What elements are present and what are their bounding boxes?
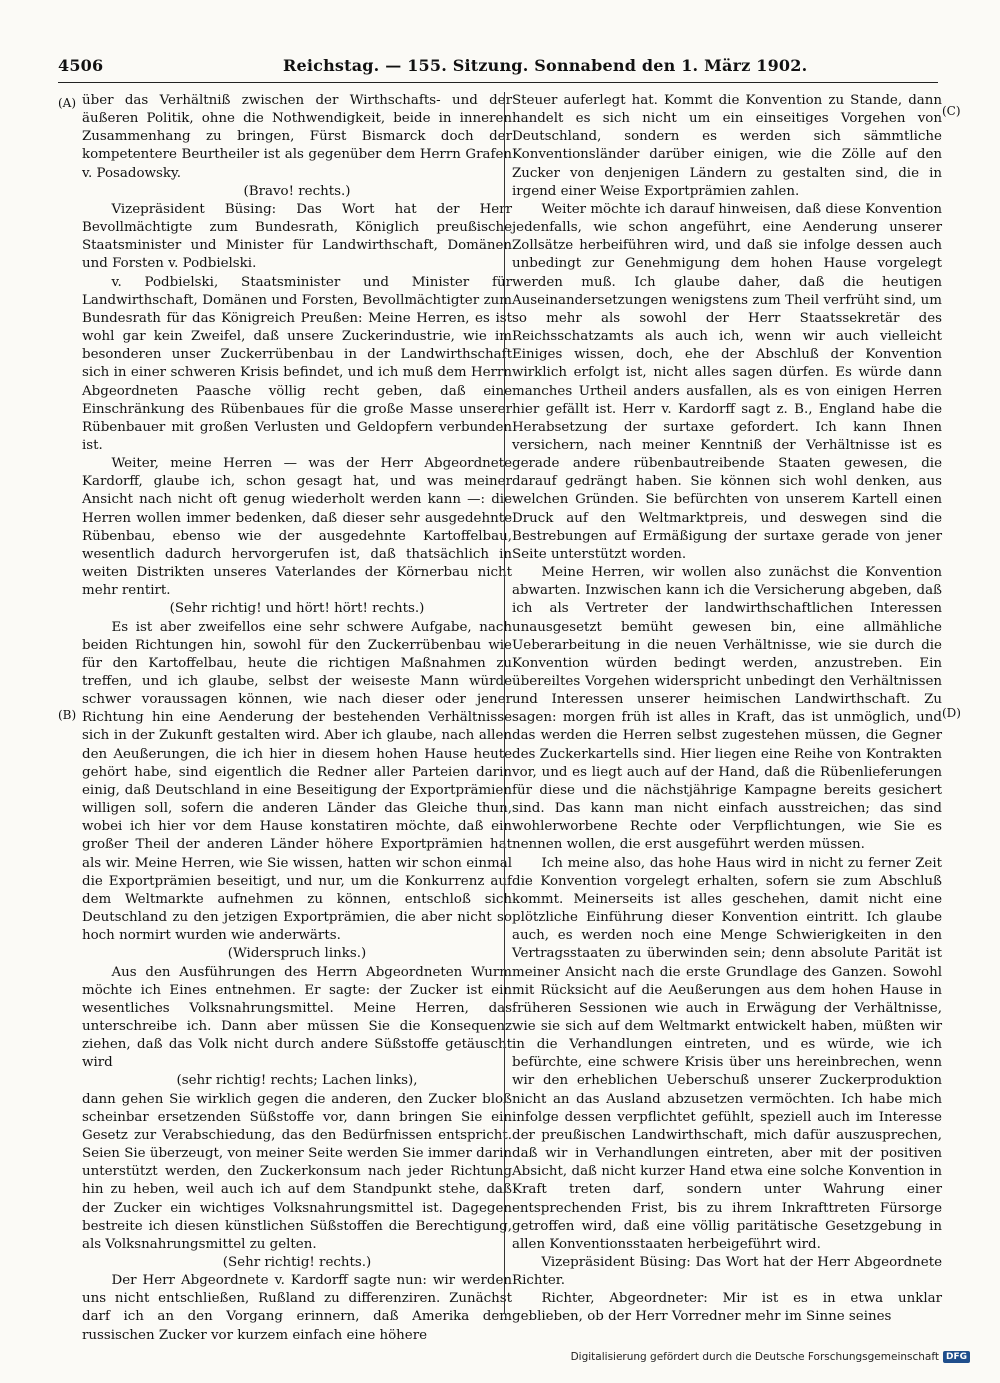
dfg-logo: DFG xyxy=(943,1351,970,1363)
interjection: (Bravo! rechts.) xyxy=(243,183,351,199)
paragraph: Weiter möchte ich darauf hinweisen, daß diese Konvention jedenfalls, wie schon angeführt, eine Aenderung unserer Zollsätze herbeiführen wird, und daß sie infolge dessen auch unbedingt zur Genehmigung dem hohen Hause vorgelegt werden muß. Ich glaube daher, daß die heutigen Auseinandersetzungen wenigstens zum Theil verfrüht sind, um so mehr als sowohl der Herr Staatssekretär des Reichsschatzamts als auch ich, wenn wir auch vielleicht Einiges wissen, doch, ehe der Abschluß der Konvention wirklich erfolgt ist, nicht alles sagen dürfen. Es würde dann manches Urtheil anders ausfallen, als es von einigen Herren hier gefällt ist. Herr v. Kardorff sagt z. B., England habe die Herabsetzung der surtaxe gefordert. Ich kann Ihnen versichern, nach meiner Kenntniß der Verhältnisse ist es gerade andere rübenbautreibende Staaten gewesen, die darauf gedrängt haben. Sie können sich wohl denken, aus welchen Gründen. Sie befürchten von unserem Kartell einen Druck auf den Weltmarktpreis, und deswegen sind die Bestrebungen auf Ermäßigung der surtaxe gerade von jener Seite unterstützt worden. xyxy=(512,201,942,562)
paragraph: über das Verhältniß zwischen der Wirthschafts- und der äußeren Politik, ohne die Nothwendigkeit, beide in inneren Zusammenhang zu bringen, Fürst Bismarck doch der kompetentere Beurtheiler ist als gegenüber dem Herrn Grafen v. Posadowsky. xyxy=(82,93,512,181)
margin-marker-a: (A) xyxy=(58,96,77,110)
margin-marker-d: (D) xyxy=(942,706,961,720)
interjection: (Widerspruch links.) xyxy=(227,946,367,962)
paragraph: Der Herr Abgeordnete v. Kardorff sagte nun: wir werden uns nicht entschließen, Rußland zu differenziren. Zunächst darf ich an den Vorgang erinnern, daß Amerika dem russischen Zucker vor kurzem einfach eine höhere xyxy=(82,1273,512,1343)
paragraph: dann gehen Sie wirklich gegen die anderen, den Zucker bloß scheinbar ersetzenden Süßstoffe vor, dann bringen Sie ein Gesetz zur Verabschiedung, das den Bedürfnissen entspricht. Seien Sie überzeugt, von meiner Seite werden Sie immer darin unterstützt werden, den Zuckerkonsum nach jeder Richtung hin zu heben, weil auch ich auf dem Standpunkt stehe, daß der Zucker ein wichtiges Volksnahrungsmittel ist. Dagegen bestreite ich diesen künstlichen Süßstoffen die Berechtigung, als Volksnahrungsmittel zu gelten. xyxy=(82,1091,512,1252)
running-title: Reichstag. — 155. Sitzung. Sonnabend den 1. März 1902. xyxy=(283,56,808,75)
paragraph: Steuer auferlegt hat. Kommt die Konvention zu Stande, dann handelt es sich nicht um ein einseitiges Vorgehen von Deutschland, sondern es werden sich sämmtliche Konventionsländer darüber einigen, wie die Zölle auf den Zucker von denjenigen Ländern zu gestalten sind, die in irgend einer Weise Exportprämien zahlen. xyxy=(512,93,942,199)
speaker-paragraph: Vizepräsident Büsing: Das Wort hat der Herr Bevollmächtigte zum Bundesrath, Königlich preußische Staatsminister und Minister für Landwirthschaft, Domänen und Forsten v. Podbielski. xyxy=(82,201,512,272)
speaker-paragraph: v. Podbielski, Staatsminister und Minister für Landwirthschaft, Domänen und Forsten, Bevollmächtigter zum Bundesrath für das Königreich Preußen: Meine Herren, es ist wohl gar kein Zweifel, daß unsere Zuckerindustrie, wie im besonderen unser Zuckerrübenbau in der Landwirthschaft sich in einer schweren Krisis befindet, und ich muß dem Herrn Abgeordneten Paasche völlig recht geben, daß eine Einschränkung des Rübenbaues für die große Masse unserer Rübenbauer mit großen Verlusten und Geldopfern verbunden ist. xyxy=(82,274,512,453)
paragraph: Ich meine also, das hohe Haus wird in nicht zu ferner Zeit die Konvention vorgelegt erhalten, sofern sie zum Abschluß kommt. Meinerseits ist alles geschehen, damit nicht eine plötzliche Einführung dieser Konvention eintritt. Ich glaube auch, es werden noch eine Menge Schwierigkeiten in den Vertragsstaaten zu überwinden sein; denn absolute Parität ist meiner Ansicht nach die erste Grundlage des Ganzen. Sowohl mit Rücksicht auf die Aeußerungen aus dem hohen Hause in früheren Sessionen wie auch in Erwägung der Verhältnisse, wie sie sich auf dem Weltmarkt entwickelt haben, müßten wir in die Verhandlungen eintreten, und es würde, wie ich befürchte, eine schwere Krisis über uns hereinbrechen, wenn wir den erheblichen Ueberschuß unserer Zuckerproduktion nicht an das Ausland abzusetzen vermöchten. Ich habe mich infolge dessen verpflichtet gefühlt, speziell auch im Interesse der preußischen Landwirthschaft, mich dafür auszusprechen, daß wir in Verhandlungen eintreten, aber mit der positiven Absicht, daß nicht kurzer Hand etwa eine solche Konvention in Kraft treten darf, sondern unter Wahrung einer entsprechenden Frist, bis zu ihrem Inkrafttreten Fürsorge getroffen wird, daß eine völlig paritätische Gesetzgebung in allen Konventionsstaaten herbeigeführt wird. xyxy=(512,855,942,1252)
page-number: 4506 xyxy=(58,56,104,75)
digitization-footer xyxy=(571,1349,970,1365)
paragraph: Meine Herren, wir wollen also zunächst die Konvention abwarten. Inzwischen kann ich die Versicherung abgeben, daß ich als Vertreter der landwirthschaftlichen Interessen unausgesetzt bemüht gewesen bin, eine allmähliche Ueberarbeitung in die neuen Verhältnisse, wie sie durch die Konvention würden bedingt werden, anzustreben. Ein übereiltes Vorgehen widerspricht unbedingt den Verhältnissen und Interessen unserer heimischen Landwirthschaft. Zu sagen: morgen früh ist alles in Kraft, das ist unmöglich, und das werden die Herren selbst zugestehen müssen, die Gegner des Zuckerkartells sind. Hier liegen eine Reihe von Kontrakten vor, und es liegt auch auf der Hand, daß die Rübenlieferungen für diese und die nächstjährige Kampagne bereits gesichert sind. Das kann man nicht einfach ausstreichen; das sind wohlerworbene Rechte oder Verpflichtungen, wie Sie es nennen wollen, die erst ausgeführt werden müssen. xyxy=(512,565,942,853)
header-rule xyxy=(58,82,938,83)
paragraph: Weiter, meine Herren — was der Herr Abgeordnete Kardorff, glaube ich, schon gesagt hat, und was meiner Ansicht nach nicht oft genug wiederholt werden kann —: die Herren wollen immer bedenken, daß dieser sehr ausgedehnte Rübenbau, ebenso wie der ausgedehnte Kartoffelbau, wesentlich dadurch hervorgerufen ist, daß thatsächlich in weiten Distrikten unseres Vaterlandes der Körnerbau nicht mehr rentirt. xyxy=(82,456,512,599)
paragraph: Aus den Ausführungen des Herrn Abgeordneten Wurm möchte ich Eines entnehmen. Er sagte: der Zucker ist ein wesentliches Volksnahrungsmittel. Meine Herren, das unterschreibe ich. Dann aber müssen Sie die Konsequenz ziehen, daß das Volk nicht durch andere Süßstoffe getäuscht wird xyxy=(82,964,512,1071)
speaker-paragraph: Vizepräsident Büsing: Das Wort hat der Herr Abgeordnete Richter. xyxy=(512,1255,942,1289)
interjection: (sehr richtig! rechts; Lachen links), xyxy=(176,1073,418,1089)
left-text-column xyxy=(82,92,512,1343)
paragraph: Es ist aber zweifellos eine sehr schwere Aufgabe, nach beiden Richtungen hin, sowohl für den Zuckerrübenbau wie für den Kartoffelbau, heute die richtigen Maßnahmen zu treffen, und ich glaube, selbst der weiseste Mann würde schwer voraussagen können, wie nach dieser oder jener Richtung hin eine Aenderung der bestehenden Verhältnisse sich in der Zukunft gestalten wird. Aber ich glaube, nach allen den Aeußerungen, die ich hier in diesem hohen Hause heute gehört habe, sind eigentlich die Redner aller Parteien darin einig, daß Deutschland in eine Beseitigung der Exportprämien willigen soll, sofern die anderen Länder das Gleiche thun, wobei ich hier vor dem Hause konstatiren möchte, daß ein großer Theil der anderen Länder höhere Exportprämien hat als wir. Meine Herren, wie Sie wissen, hatten wir schon einmal die Exportprämien beseitigt, und nur, um die Konkurrenz auf dem Weltmarkte aufnehmen zu können, entschloß sich Deutschland zu den jetzigen Exportprämien, die aber nicht so hoch normirt wurden wie anderwärts. xyxy=(82,619,512,944)
page-header xyxy=(58,56,938,82)
margin-marker-b: (B) xyxy=(58,708,77,722)
footer-text: Digitalisierung gefördert durch die Deutsche Forschungsgemeinschaft xyxy=(570,1351,939,1363)
right-text-column xyxy=(512,92,942,1325)
margin-marker-c: (C) xyxy=(942,104,961,118)
interjection: (Sehr richtig! rechts.) xyxy=(222,1255,372,1270)
column-divider xyxy=(504,92,505,1314)
speaker-paragraph: Richter, Abgeordneter: Mir ist es in etwa unklar geblieben, ob der Herr Vorredner mehr im Sinne seines xyxy=(512,1291,942,1325)
interjection: (Sehr richtig! und hört! hört! rechts.) xyxy=(169,601,425,617)
